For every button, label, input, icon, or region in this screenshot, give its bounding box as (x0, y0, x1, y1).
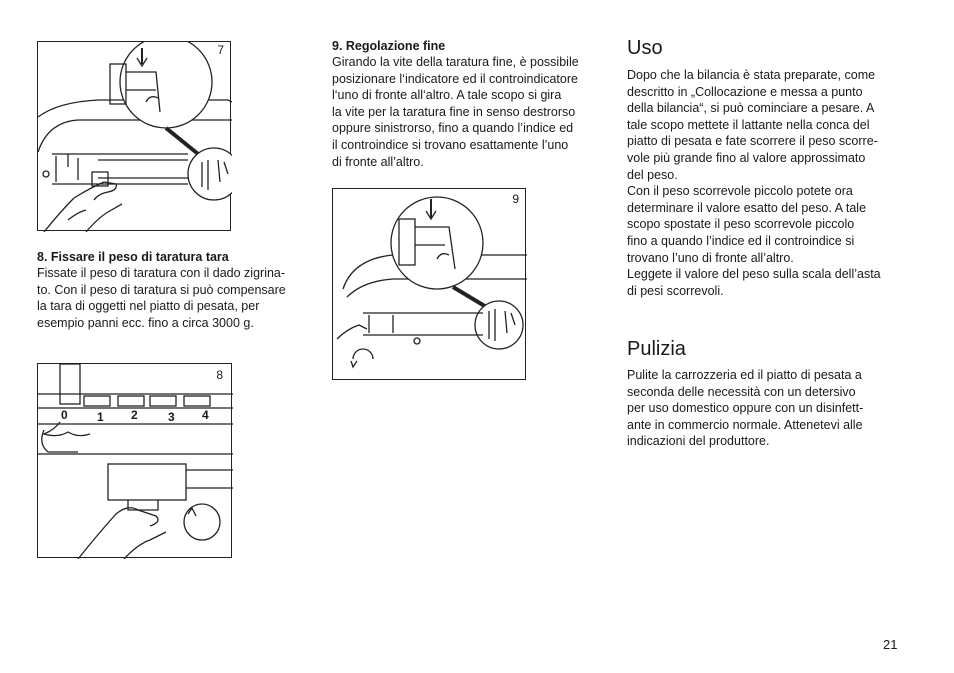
section-8-body (37, 265, 286, 331)
uso-line: di pesi scorrevoli. (627, 283, 724, 298)
pulizia-line: indicazioni del produttore. (627, 434, 770, 449)
figure-8-illustration (37, 363, 232, 558)
figure-9-illustration (332, 188, 526, 380)
scale-label-2: 2 (131, 408, 138, 422)
section-8-heading: 8. Fissare il peso di taratura tara (37, 250, 229, 264)
section-9-heading: 9. Regolazione fine (332, 39, 446, 53)
pulizia-line: Pulite la carrozzeria ed il piatto di pesata a (627, 368, 862, 382)
uso-line: tale scopo mettete il lattante nella conca del (627, 117, 870, 132)
section-8-line: to. Con il peso di taratura si può compensare (37, 282, 286, 297)
section-9-line: il controindice si trovano esattamente l’uno (332, 137, 569, 152)
uso-line: della bilancia“, si può cominciare a pesare. A (627, 101, 875, 116)
scale-label-1: 1 (97, 410, 104, 424)
pulizia-title: Pulizia (627, 338, 686, 360)
section-9-line: di fronte all’altro. (332, 154, 424, 169)
scale-label-0: 0 (61, 408, 68, 422)
uso-line: scopo spostate il peso scorrevole piccolo (627, 217, 855, 232)
section-9-line: posizionare l‘indicatore ed il controindicatore (332, 71, 578, 86)
figure-9-number: 9 (512, 192, 519, 206)
section-8-line: Fissate il peso di taratura con il dado zigrina- (37, 266, 286, 280)
pulizia-line: per uso domestico oppure con un disinfett- (627, 401, 864, 416)
uso-line: Con il peso scorrevole piccolo potete ora (627, 184, 853, 199)
uso-body (627, 67, 881, 299)
uso-line: Dopo che la bilancia è stata preparate, come (627, 68, 876, 82)
pulizia-line: seconda delle necessità con un detersivo (627, 384, 856, 399)
uso-title: Uso (627, 37, 663, 59)
uso-line: vole più grande fino al valore approssimato (627, 150, 866, 165)
section-9-line: l‘uno di fronte all‘altro. A tale scopo si gira (332, 88, 562, 103)
section-9-line: oppure sinistrorso, fino a quando l’indice ed (332, 121, 574, 136)
scale-label-4: 4 (202, 408, 209, 422)
page-number: 21 (883, 637, 898, 652)
section-9-body (332, 54, 579, 170)
scale-label-3: 3 (168, 410, 175, 424)
uso-line: del peso. (627, 167, 678, 182)
uso-line: fino a quando l’indice ed il controindice si (627, 233, 855, 248)
figure-7-number: 7 (217, 43, 224, 57)
uso-line: piatto di pesata e fate scorrere il peso scorre- (627, 134, 878, 149)
section-8-line: esempio panni ecc. fino a circa 3000 g. (37, 315, 254, 330)
figure-8-number: 8 (216, 368, 223, 382)
figure-7-drawing (38, 42, 232, 232)
section-8-line: la tara di oggetti nel piatto di pesata, per (37, 299, 260, 314)
figure-9-drawing (333, 189, 527, 381)
uso-line: determinare il valore esatto del peso. A tale (627, 200, 867, 215)
uso-line: descritto in „Collocazione e messa a punto (627, 84, 863, 99)
section-9-line: la vite per la taratura fine in senso destrorso (332, 104, 576, 119)
uso-line: Leggete il valore del peso sulla scala dell’asta (627, 267, 881, 282)
figure-7-illustration (37, 41, 231, 231)
uso-line: trovano l’uno di fronte all’altro. (627, 250, 794, 265)
section-9-line: Girando la vite della taratura fine, è possibile (332, 55, 579, 69)
pulizia-body (627, 367, 863, 450)
figure-8-drawing (38, 364, 233, 559)
pulizia-line: ante in commercio normale. Attenetevi alle (627, 417, 863, 432)
